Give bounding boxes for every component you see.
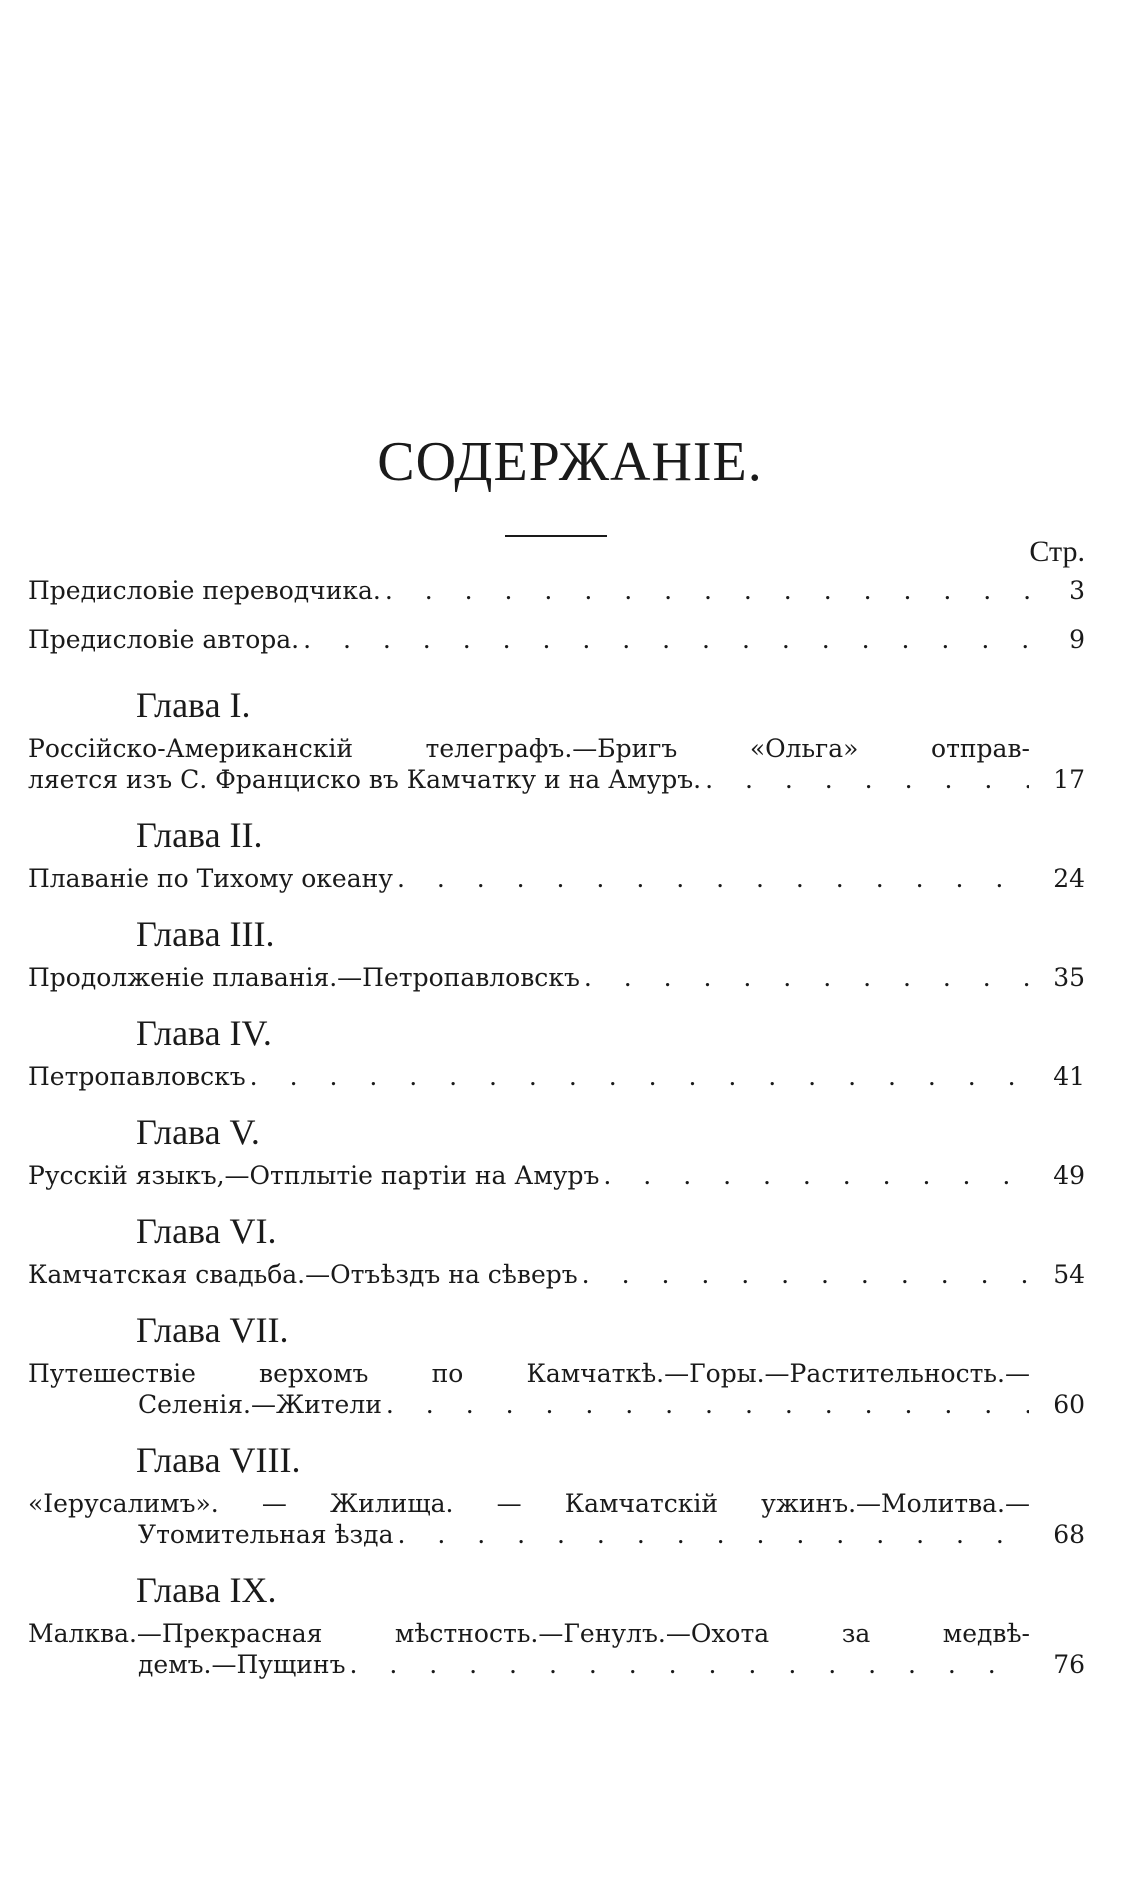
entry-title: Плаваніе по Тихому океану (28, 864, 393, 893)
chapter-heading: Глава V. (136, 1112, 260, 1152)
title-rule (505, 535, 607, 537)
dot-leader (250, 1061, 1029, 1092)
page-number: 3 (1069, 576, 1085, 605)
chapter-heading: Глава I. (136, 685, 251, 725)
page-number: 49 (1053, 1161, 1085, 1190)
page-number: 54 (1053, 1260, 1085, 1289)
toc-entry (28, 1259, 1085, 1290)
toc-entry (28, 575, 1085, 606)
entry-title-line: Малква.—Прекрасная мѣстность.—Генулъ.—Охота за медвѣ- (28, 1619, 1030, 1648)
chapter-heading: Глава VIII. (136, 1440, 301, 1480)
entry-title: Предисловіе автора. (28, 625, 300, 654)
page-number: 68 (1053, 1520, 1085, 1549)
page-number: 60 (1053, 1390, 1085, 1419)
chapter-heading: Глава II. (136, 815, 263, 855)
page-number: 35 (1053, 963, 1085, 992)
toc-entry (28, 1160, 1085, 1191)
toc-entry (28, 863, 1085, 894)
table-of-contents (28, 565, 1085, 1680)
page-number: 9 (1069, 625, 1085, 654)
entry-title: Русскій языкъ,—Отплытіе партіи на Амуръ (28, 1161, 600, 1190)
toc-entry (28, 1618, 1085, 1680)
dot-leader (397, 1519, 1029, 1550)
chapter-heading: Глава VI. (136, 1211, 277, 1251)
dot-leader (584, 962, 1029, 993)
chapter-heading: Глава IX. (136, 1570, 277, 1610)
toc-entry (28, 962, 1085, 993)
page-title: СОДЕРЖАНІЕ. (377, 431, 763, 493)
dot-leader (349, 1649, 1029, 1680)
entry-title-line: «Іерусалимъ». — Жилища. — Камчатскій ужинъ.—Молитва.— (28, 1489, 1030, 1518)
page-number: 76 (1053, 1650, 1085, 1679)
entry-title-line: Путешествіе верхомъ по Камчаткѣ.—Горы.—Растительность.— (28, 1359, 1030, 1388)
dot-leader (385, 575, 1029, 606)
page-number: 24 (1053, 864, 1085, 893)
entry-title: Продолженіе плаванія.—Петропавловскъ (28, 963, 580, 992)
dot-leader (603, 1160, 1029, 1191)
entry-title-line: демъ.—Пущинъ (138, 1650, 346, 1679)
chapter-heading: Глава III. (136, 914, 275, 954)
page-number: 41 (1053, 1062, 1085, 1091)
page-number: 17 (1053, 765, 1085, 794)
page-column-label: Стр. (1029, 535, 1085, 568)
dot-leader (582, 1259, 1029, 1290)
dot-leader (303, 624, 1029, 655)
dot-leader (386, 1389, 1029, 1420)
toc-entry (28, 1488, 1085, 1550)
entry-title-line: Утомительная ѣзда (138, 1520, 394, 1549)
chapter-heading: Глава IV. (136, 1013, 272, 1053)
toc-entry (28, 1061, 1085, 1092)
toc-entry (28, 624, 1085, 655)
dot-leader (705, 764, 1029, 795)
entry-title-line: Селенія.—Жители (138, 1390, 382, 1419)
toc-entry (28, 733, 1085, 795)
entry-title: Камчатская свадьба.—Отъѣздъ на сѣверъ (28, 1260, 578, 1289)
entry-title-line: ляется изъ С. Франциско въ Камчатку и на Амуръ. (28, 765, 702, 794)
entry-title: Петропавловскъ (28, 1062, 246, 1091)
entry-title: Предисловіе переводчика. (28, 576, 381, 605)
chapter-heading: Глава VII. (136, 1310, 289, 1350)
dot-leader (397, 863, 1029, 894)
toc-entry (28, 1358, 1085, 1420)
entry-title-line: Россійско-Американскій телеграфъ.—Бригъ «Ольга» отправ- (28, 734, 1030, 763)
